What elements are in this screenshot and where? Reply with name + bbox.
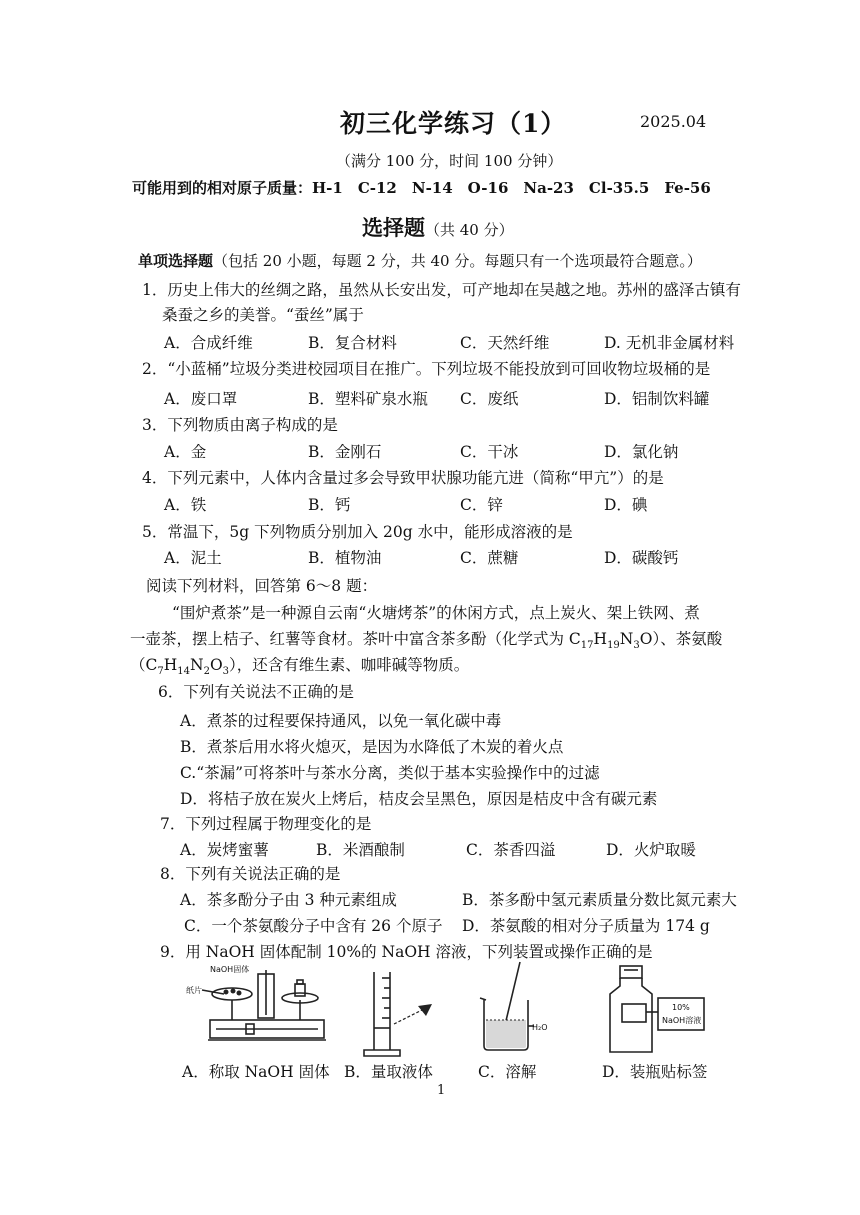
q8-option-b: B．茶多酚中氢元素质量分数比氮元素大 [462, 891, 737, 909]
q3-option-d: D．氯化钠 [604, 443, 679, 461]
q1-option-a: A．合成纤维 [164, 334, 253, 352]
q2-option-b: B．塑料矿泉水瓶 [308, 390, 428, 408]
q7-option-c: C．茶香四溢 [466, 841, 556, 859]
exam-date: 2025.04 [640, 112, 707, 131]
q9-option-c: C．溶解 [478, 1063, 537, 1081]
balance-figure [180, 960, 330, 1060]
q4-stem: 4．下列元素中，人体内含量过多会导致甲状腺功能亢进（简称“甲亢”）的是 [142, 469, 664, 487]
instructions-bold: 单项选择题 [138, 252, 214, 270]
q2-option-a: A．废口罩 [164, 390, 238, 408]
q5-stem: 5．常温下，5g 下列物质分别加入 20g 水中，能形成溶液的是 [142, 523, 573, 541]
q8-option-d: D．茶氨酸的相对分子质量为 174 g [462, 917, 710, 935]
q2-option-c: C．废纸 [460, 390, 519, 408]
q3-stem: 3．下列物质由离子构成的是 [142, 416, 338, 434]
section-title-text: 选择题 [362, 215, 425, 240]
q4-option-d: D．碘 [604, 496, 648, 514]
q1-stem-line2: 桑蚕之乡的美誉。“蚕丝”属于 [162, 306, 364, 324]
page-title: 初三化学练习（1） [340, 109, 567, 138]
beaker-figure [474, 960, 554, 1055]
q9-option-a: A．称取 NaOH 固体 [182, 1063, 330, 1081]
q5-option-d: D．碳酸钙 [604, 549, 679, 567]
q7-option-b: B．米酒酿制 [316, 841, 405, 859]
q3-option-b: B．金刚石 [308, 443, 382, 461]
label-percent: 10% [672, 1003, 690, 1012]
q6-stem: 6．下列有关说法不正确的是 [158, 683, 354, 701]
q9-stem: 9．用 NaOH 固体配制 10%的 NaOH 溶液，下列装置或操作正确的是 [160, 943, 653, 961]
q2-option-d: D．铝制饮料罐 [604, 390, 710, 408]
reading-line1: “围炉煮茶”是一种源自云南“火塘烤茶”的休闲方式，点上炭火、架上铁网、煮 [172, 604, 700, 622]
q9-option-b: B．量取液体 [344, 1063, 433, 1081]
page-number: 1 [437, 1083, 446, 1098]
q7-option-a: A．炭烤蜜薯 [180, 841, 269, 859]
instructions-text: （包括 20 小题，每题 2 分，共 40 分。每题只有一个选项最符合题意。） [213, 252, 702, 270]
reading-intro: 阅读下列材料，回答第 6～8 题： [146, 577, 378, 595]
naoh-solid-label: NaOH固体 [210, 965, 250, 974]
q7-option-d: D．火炉取暖 [606, 841, 696, 859]
q4-option-a: A．铁 [164, 496, 207, 514]
q6-option-a: A．煮茶的过程要保持通风，以免一氧化碳中毒 [180, 712, 502, 730]
section-note: （共 40 分） [425, 221, 514, 239]
reading-line3: $(C_7H_{14}N_2O_3)$，还含有维生素、咖啡碱等物质。 [130, 656, 470, 678]
q1-option-c: C．天然纤维 [460, 334, 550, 352]
q8-stem: 8．下列有关说法正确的是 [160, 865, 341, 883]
q1-option-b: B．复合材料 [308, 334, 397, 352]
q4-option-b: B．钙 [308, 496, 351, 514]
q9-option-d: D．装瓶贴标签 [602, 1063, 708, 1081]
q6-option-b: B．煮茶后用水将火熄灭，是因为水降低了木炭的着火点 [180, 738, 564, 756]
q6-option-c: C.“茶漏”可将茶叶与茶水分离，类似于基本实验操作中的过滤 [180, 764, 600, 782]
paper-label: 纸片 [186, 986, 202, 995]
q3-option-c: C．干冰 [460, 443, 519, 461]
atomic-masses: 可能用到的相对原子质量：H-1 C-12 N-14 O-16 Na-23 Cl-35.5 Fe-56 [132, 179, 711, 197]
reading-line2: 一壶茶，摆上桔子、红薯等食材。茶叶中富含茶多酚（化学式为 $C_{17}H_{19}N_3O$）、茶氨酸 [130, 630, 723, 652]
q3-option-a: A．金 [164, 443, 207, 461]
exam-subtitle: （满分 100 分，时间 100 分钟） [336, 152, 563, 170]
reading-line3-post: ），还含有维生素、咖啡碱等物质。 [229, 656, 470, 674]
q1-option-d: D. 无机非金属材料 [604, 334, 735, 352]
q7-stem: 7．下列过程属于物理变化的是 [160, 815, 372, 833]
section-title [362, 212, 514, 242]
q6-option-d: D．将桔子放在炭火上烤后，桔皮会呈黑色，原因是桔皮中含有碳元素 [180, 790, 658, 808]
label-naoh-solution: NaOH溶液 [662, 1016, 702, 1025]
q5-option-c: C．蔗糖 [460, 549, 519, 567]
q1-stem-line1: 1．历史上伟大的丝绸之路，虽然从长安出发，可产地却在吴越之地。苏州的盛泽古镇有 [142, 281, 741, 299]
q5-option-b: B．植物油 [308, 549, 382, 567]
q4-option-c: C．锌 [460, 496, 503, 514]
bottle-figure [602, 960, 712, 1060]
reading-line2-post: ）、茶氨酸 [652, 630, 723, 648]
q8-option-c: C．一个茶氨酸分子中含有 26 个原子 [184, 917, 443, 935]
q2-stem: 2．“小蓝桶”垃圾分类进校园项目在推广。下列垃圾不能投放到可回收物垃圾桶的是 [142, 360, 711, 378]
q8-option-a: A．茶多酚分子由 3 种元素组成 [180, 891, 397, 909]
cylinder-figure [362, 968, 462, 1063]
section-instructions [138, 250, 702, 271]
reading-line2-pre: 一壶茶，摆上桔子、红薯等食材。茶叶中富含茶多酚（化学式为 C [130, 630, 581, 648]
water-label: H₂O [532, 1023, 548, 1032]
q5-option-a: A．泥土 [164, 549, 222, 567]
